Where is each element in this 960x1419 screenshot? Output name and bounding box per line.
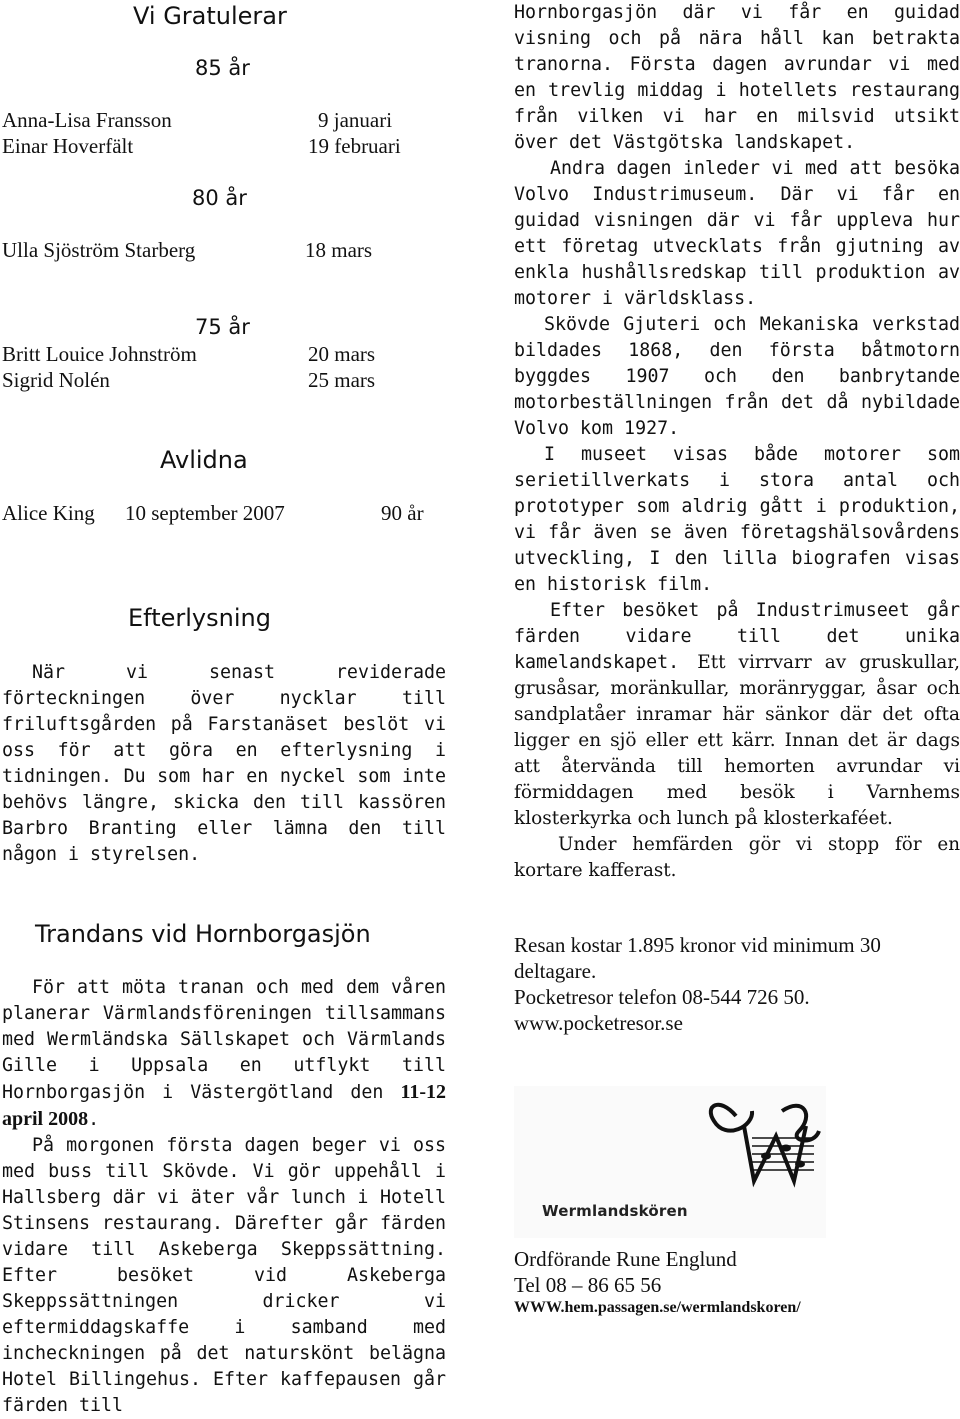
trandans-hornborga: Hornborgasjön där vi får en guidad visning och på nära håll kan betrakta tranorna. Första dagen avrundar vi med en trevlig middag i hotellets restaurang från vilken vi har en milsvid utsikt över det Västgötska landskapet. — [514, 2, 960, 153]
kameland-text: Efter besöket på Industrimuseet går färden vidare till det unika kamelandskapet. — [514, 600, 960, 673]
trip-price: Resan kostar 1.895 kronor vid minimum 30 deltagare. — [514, 933, 881, 983]
person-name: Einar Hoverfält — [2, 134, 134, 158]
trandans-title: Trandans vid Hornborgasjön — [35, 920, 371, 948]
person-date: 20 mars — [308, 342, 376, 366]
efterlysning-title: Efterlysning — [128, 604, 271, 632]
right-column — [514, 0, 960, 884]
trandans-kameland — [514, 598, 960, 832]
trip-phone: Pocketresor telefon 08-544 726 50. — [514, 985, 810, 1009]
trandans-return: Under hemfärden gör vi stopp för en kortare kafferast. — [514, 834, 960, 881]
chair-phone: Tel 08 – 86 65 56 — [514, 1273, 662, 1297]
person-date: 18 mars — [305, 238, 373, 262]
person-name: Anna-Lisa Fransson — [2, 108, 172, 132]
choir-logo — [514, 1086, 826, 1238]
person-date: 9 januari — [318, 108, 393, 132]
trandans-skovde: Skövde Gjuteri och Mekaniska verkstad bildades 1868, den första båtmotorn byggdes 1907 och den banbrytande motorbeställningen från det då nybildade Volvo kom 1927. — [514, 314, 960, 439]
avliden-age: 90 år — [381, 501, 424, 525]
avliden-name: Alice King — [2, 501, 95, 525]
trandans-intro — [2, 975, 446, 1133]
avlidna-title: Avlidna — [160, 446, 248, 474]
gratulerar-title: Vi Gratulerar — [133, 2, 287, 30]
trandans-museum: I museet visas både motorer som serietillverkats i stora antal och prototyper som aldrig gått i produktion, vi får även se även företagshälsovårdens utveckling, I den lilla biografen visas en historisk film. — [514, 444, 960, 595]
trandans-day2: Andra dagen inleder vi med att besöka Volvo Industrimuseum. Där vi får en guidad visningen där vi får uppleva hur ett företag utvecklats från gjutning av enkla hushållsredskap till produktion av motorer i världsklass. — [514, 158, 960, 309]
trandans-day1: På morgonen första dagen beger vi oss med buss till Skövde. Vi gör uppehåll i Hallsberg där vi äter vår lunch i Hotell Stinsens restaurang. Därefter går färden vidare till Askeberga Skeppssättning. Efter besöket vid Askeberga Skeppssättningen dricker vi eftermiddagskaffe i samband med incheckningen på det naturskönt belägna Hotel Billingehus. Efter kaffepausen går färden till — [2, 1135, 446, 1416]
trip-website[interactable]: www.pocketresor.se — [514, 1011, 683, 1035]
person-date: 25 mars — [308, 368, 376, 392]
choir-website[interactable]: WWW.hem.passagen.se/wermlandskoren/ — [514, 1299, 801, 1316]
group-75-label: 75 år — [195, 315, 250, 339]
chair-name: Ordförande Rune Englund — [514, 1247, 737, 1271]
trandans-dates: 11-12 april 2008 — [2, 1081, 446, 1130]
trandans-intro-text: För att möta tranan och med dem våren planerar Värmlandsföreningen tillsammans med Wermländska Sällskapet och Värmlands Gille i Uppsala en utflykt till Hornborgasjön i Västergötland den — [2, 977, 446, 1103]
person-name: Ulla Sjöström Starberg — [2, 238, 196, 262]
person-name: Sigrid Nolén — [2, 368, 110, 392]
trandans-intro-end: . — [88, 1109, 100, 1130]
efterlysning-text: När vi senast reviderade förteckningen över nycklar till friluftsgården på Farstanäset beslöt vi oss för att göra en efterlysning i tidningen. Du som har en nyckel som inte behövs längre, skicka den till kassören Barbro Branting eller lämna den till någon i styrelsen. — [2, 662, 446, 865]
kameland-landscape: Ett virrvarr av gruskullar, grusåsar, moränkullar, moränryggar, åsar och sandplatåer inramar här sänkor där det ofta ligger en sjö eller ett kärr. Innan det är dags att återvända till hemorten avrundar vi förmiddagen med besök i Varnhems klosterkyrka och lunch på klosterkaféet. — [514, 652, 960, 829]
group-85-label: 85 år — [195, 56, 250, 80]
group-80-label: 80 år — [192, 186, 247, 210]
person-date: 19 februari — [308, 134, 401, 158]
avliden-date: 10 september 2007 — [125, 501, 285, 525]
choir-logo-text: Wermlandskören — [542, 1202, 688, 1220]
person-name: Britt Louice Johnström — [2, 342, 197, 366]
